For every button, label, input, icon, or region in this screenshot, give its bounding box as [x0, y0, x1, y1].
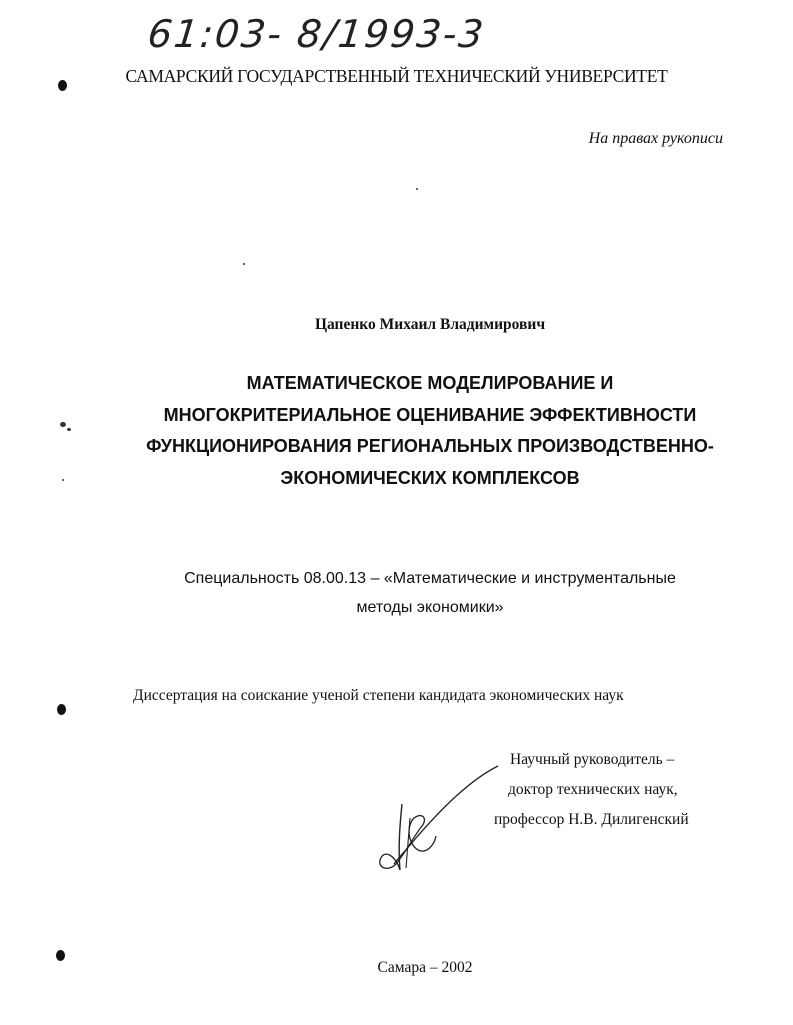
- scan-speck: [67, 428, 71, 431]
- title-line: МАТЕМАТИЧЕСКОЕ МОДЕЛИРОВАНИЕ И: [246, 373, 614, 393]
- scan-speck: [243, 263, 245, 265]
- signature: [370, 760, 530, 880]
- manuscript-note: На правах рукописи: [588, 130, 723, 147]
- binding-hole-mark: [58, 80, 67, 91]
- supervisor-degree: доктор технических наук,: [508, 781, 678, 798]
- specialty: [100, 564, 760, 622]
- handwritten-archive-code: 61:03- 8/1993-3: [145, 12, 488, 56]
- binding-hole-mark: [56, 950, 65, 961]
- scan-speck: [416, 188, 418, 190]
- university-name: САМАРСКИЙ ГОСУДАРСТВЕННЫЙ ТЕХНИЧЕСКИЙ УНИВЕРСИТЕТ: [125, 66, 668, 86]
- binding-hole-mark: [57, 704, 66, 715]
- author-name: Цапенко Михаил Владимирович: [314, 316, 546, 333]
- specialty-line: методы экономики»: [356, 599, 504, 616]
- title-line: ЭКОНОМИЧЕСКИХ КОМПЛЕКСОВ: [280, 467, 580, 488]
- scan-speck: [60, 422, 66, 427]
- title-line: ФУНКЦИОНИРОВАНИЯ РЕГИОНАЛЬНЫХ ПРОИЗВОДСТВЕННО-: [146, 436, 714, 456]
- dissertation-title: [100, 368, 760, 494]
- dissertation-note: Диссертация на соискание ученой степени кандидата экономических наук: [133, 687, 624, 704]
- city-year: Самара – 2002: [377, 959, 473, 976]
- supervisor-role: Научный руководитель –: [510, 751, 675, 768]
- specialty-line: Специальность 08.00.13 – «Математические и инструментальные: [184, 570, 676, 587]
- scan-speck: [62, 479, 64, 481]
- supervisor-name: профессор Н.В. Дилигенский: [494, 811, 689, 828]
- title-line: МНОГОКРИТЕРИАЛЬНОЕ ОЦЕНИВАНИЕ ЭФФЕКТИВНОСТИ: [163, 404, 697, 425]
